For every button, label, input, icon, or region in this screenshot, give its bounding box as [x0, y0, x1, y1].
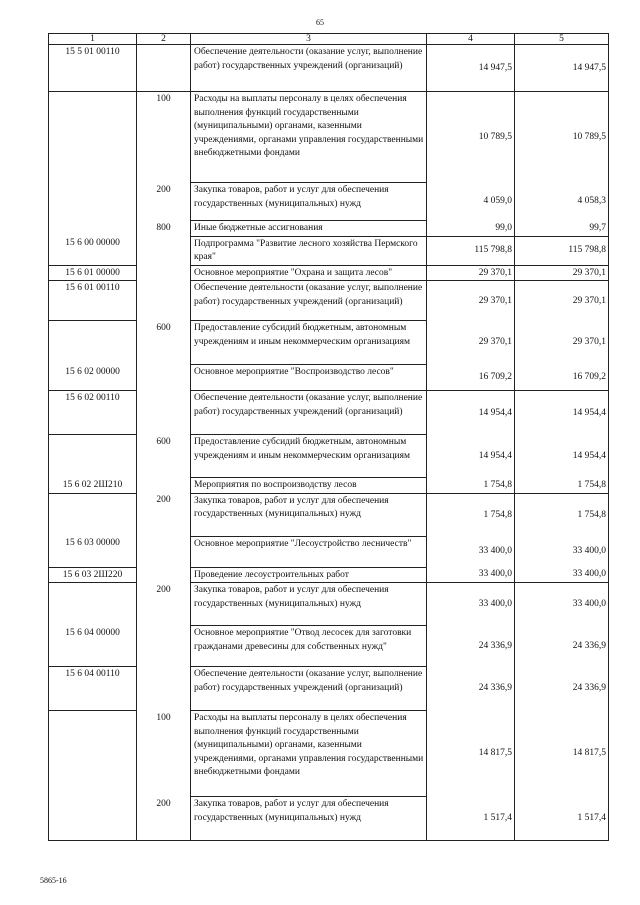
row-description: Обеспечение деятельности (оказание услуг, выполнение работ) государственных учреждений (организаций) [191, 45, 427, 92]
row-expense-type [137, 365, 191, 391]
row-amount-col5: 29 370,1 [515, 321, 609, 365]
table-row [49, 391, 609, 435]
row-amount-col5: 1 517,4 [515, 797, 609, 841]
row-description: Основное мероприятие "Воспроизводство лесов" [191, 365, 427, 391]
row-amount-col4: 115 798,8 [427, 236, 515, 265]
row-code [49, 435, 137, 478]
column-header-3: 3 [191, 34, 427, 45]
row-code: 15 6 04 00000 [49, 626, 137, 667]
row-description: Закупка товаров, работ и услуг для обеспечения государственных (муниципальных) нужд [191, 583, 427, 626]
row-amount-col4: 1 754,8 [427, 493, 515, 536]
row-expense-type: 200 [137, 493, 191, 536]
row-amount-col4: 29 370,1 [427, 321, 515, 365]
row-amount-col4: 24 336,9 [427, 626, 515, 667]
row-amount-col4: 24 336,9 [427, 667, 515, 711]
row-amount-col4: 4 059,0 [427, 183, 515, 221]
row-amount-col5: 14 954,4 [515, 435, 609, 478]
row-expense-type [137, 667, 191, 711]
row-amount-col4: 99,0 [427, 221, 515, 237]
page-number: 65 [316, 18, 324, 27]
row-expense-type: 600 [137, 435, 191, 478]
row-code: 15 6 01 00110 [49, 281, 137, 321]
row-amount-col5: 99,7 [515, 221, 609, 237]
row-description: Расходы на выплаты персоналу в целях обеспечения выполнения функций государственными (муниципальными) органами, казенными учреждениями, органами управления государственными внебюджетными фондами [191, 92, 427, 183]
row-description: Мероприятия по воспроизводству лесов [191, 478, 427, 494]
table-row [49, 797, 609, 841]
row-amount-col4: 1 517,4 [427, 797, 515, 841]
budget-table [48, 33, 609, 841]
row-description: Расходы на выплаты персоналу в целях обеспечения выполнения функций государственными (муниципальными) органами, казенными учреждениями, органами управления государственными внебюджетными фондами [191, 711, 427, 797]
row-amount-col4: 14 817,5 [427, 711, 515, 797]
table-row [49, 435, 609, 478]
row-amount-col5: 115 798,8 [515, 236, 609, 265]
row-expense-type [137, 265, 191, 281]
row-amount-col4: 14 954,4 [427, 435, 515, 478]
row-amount-col4: 33 400,0 [427, 583, 515, 626]
row-amount-col5: 4 058,3 [515, 183, 609, 221]
row-expense-type: 100 [137, 711, 191, 797]
column-header-5: 5 [515, 34, 609, 45]
row-code [49, 321, 137, 365]
row-amount-col5: 1 754,8 [515, 478, 609, 494]
row-code: 15 6 00 00000 [49, 236, 137, 265]
row-amount-col5: 33 400,0 [515, 583, 609, 626]
row-code: 15 6 01 00000 [49, 265, 137, 281]
row-amount-col5: 24 336,9 [515, 626, 609, 667]
row-code [49, 221, 137, 237]
row-code [49, 183, 137, 221]
row-amount-col4: 1 754,8 [427, 478, 515, 494]
column-header-2: 2 [137, 34, 191, 45]
table-row [49, 493, 609, 536]
row-amount-col4: 33 400,0 [427, 536, 515, 567]
table-row [49, 221, 609, 237]
row-code [49, 583, 137, 626]
row-description: Предоставление субсидий бюджетным, автономным учреждениям и иным некоммерческим организациям [191, 321, 427, 365]
row-amount-col4: 29 370,1 [427, 265, 515, 281]
row-code: 15 6 02 00110 [49, 391, 137, 435]
row-description: Обеспечение деятельности (оказание услуг, выполнение работ) государственных учреждений (организаций) [191, 281, 427, 321]
row-code [49, 493, 137, 536]
row-description: Закупка товаров, работ и услуг для обеспечения государственных (муниципальных) нужд [191, 797, 427, 841]
row-amount-col5: 33 400,0 [515, 536, 609, 567]
row-description: Закупка товаров, работ и услуг для обеспечения государственных (муниципальных) нужд [191, 183, 427, 221]
row-amount-col5: 10 789,5 [515, 92, 609, 183]
row-expense-type [137, 45, 191, 92]
row-amount-col5: 24 336,9 [515, 667, 609, 711]
table-row [49, 711, 609, 797]
row-description: Основное мероприятие "Лесоустройство лесничеств" [191, 536, 427, 567]
table-body [49, 45, 609, 841]
row-expense-type: 200 [137, 583, 191, 626]
row-description: Иные бюджетные ассигнования [191, 221, 427, 237]
row-amount-col5: 29 370,1 [515, 281, 609, 321]
row-expense-type: 100 [137, 92, 191, 183]
row-amount-col5: 1 754,8 [515, 493, 609, 536]
table-row [49, 478, 609, 494]
row-amount-col5: 14 947,5 [515, 45, 609, 92]
row-description: Основное мероприятие "Охрана и защита лесов" [191, 265, 427, 281]
table-row [49, 236, 609, 265]
table-row [49, 45, 609, 92]
row-expense-type [137, 626, 191, 667]
row-expense-type [137, 478, 191, 494]
column-header-4: 4 [427, 34, 515, 45]
table-row [49, 92, 609, 183]
row-description: Обеспечение деятельности (оказание услуг, выполнение работ) государственных учреждений (организаций) [191, 667, 427, 711]
row-code [49, 797, 137, 841]
row-amount-col5: 29 370,1 [515, 265, 609, 281]
row-code [49, 711, 137, 797]
row-amount-col5: 16 709,2 [515, 365, 609, 391]
row-code: 15 6 03 2Ш220 [49, 567, 137, 583]
row-expense-type [137, 281, 191, 321]
row-expense-type [137, 536, 191, 567]
row-code: 15 6 02 2Ш210 [49, 478, 137, 494]
table-row [49, 321, 609, 365]
header-row [49, 34, 609, 45]
row-description: Подпрограмма "Развитие лесного хозяйства Пермского края" [191, 236, 427, 265]
row-code: 15 6 03 00000 [49, 536, 137, 567]
row-expense-type [137, 236, 191, 265]
row-amount-col4: 16 709,2 [427, 365, 515, 391]
row-expense-type: 200 [137, 183, 191, 221]
row-code [49, 92, 137, 183]
table-row [49, 281, 609, 321]
row-expense-type: 200 [137, 797, 191, 841]
row-expense-type [137, 391, 191, 435]
row-amount-col5: 33 400,0 [515, 567, 609, 583]
table-row [49, 567, 609, 583]
row-amount-col4: 29 370,1 [427, 281, 515, 321]
row-code: 15 6 04 00110 [49, 667, 137, 711]
row-description: Предоставление субсидий бюджетным, автономным учреждениям и иным некоммерческим организациям [191, 435, 427, 478]
row-amount-col4: 14 954,4 [427, 391, 515, 435]
table-row [49, 536, 609, 567]
row-code: 15 6 02 00000 [49, 365, 137, 391]
row-description: Закупка товаров, работ и услуг для обеспечения государственных (муниципальных) нужд [191, 493, 427, 536]
row-amount-col4: 10 789,5 [427, 92, 515, 183]
row-code: 15 5 01 00110 [49, 45, 137, 92]
row-amount-col5: 14 817,5 [515, 711, 609, 797]
table-row [49, 667, 609, 711]
row-expense-type [137, 567, 191, 583]
row-amount-col4: 14 947,5 [427, 45, 515, 92]
column-header-1: 1 [49, 34, 137, 45]
table-row [49, 183, 609, 221]
table-row [49, 265, 609, 281]
row-description: Проведение лесоустроительных работ [191, 567, 427, 583]
row-description: Основное мероприятие "Отвод лесосек для заготовки гражданами древесины для собственных нужд" [191, 626, 427, 667]
footer-code: 5865-16 [40, 876, 67, 885]
table-row [49, 365, 609, 391]
table-row [49, 583, 609, 626]
row-amount-col5: 14 954,4 [515, 391, 609, 435]
row-expense-type: 600 [137, 321, 191, 365]
table-row [49, 626, 609, 667]
table-header [49, 34, 609, 45]
row-description: Обеспечение деятельности (оказание услуг, выполнение работ) государственных учреждений (организаций) [191, 391, 427, 435]
row-amount-col4: 33 400,0 [427, 567, 515, 583]
row-expense-type: 800 [137, 221, 191, 237]
